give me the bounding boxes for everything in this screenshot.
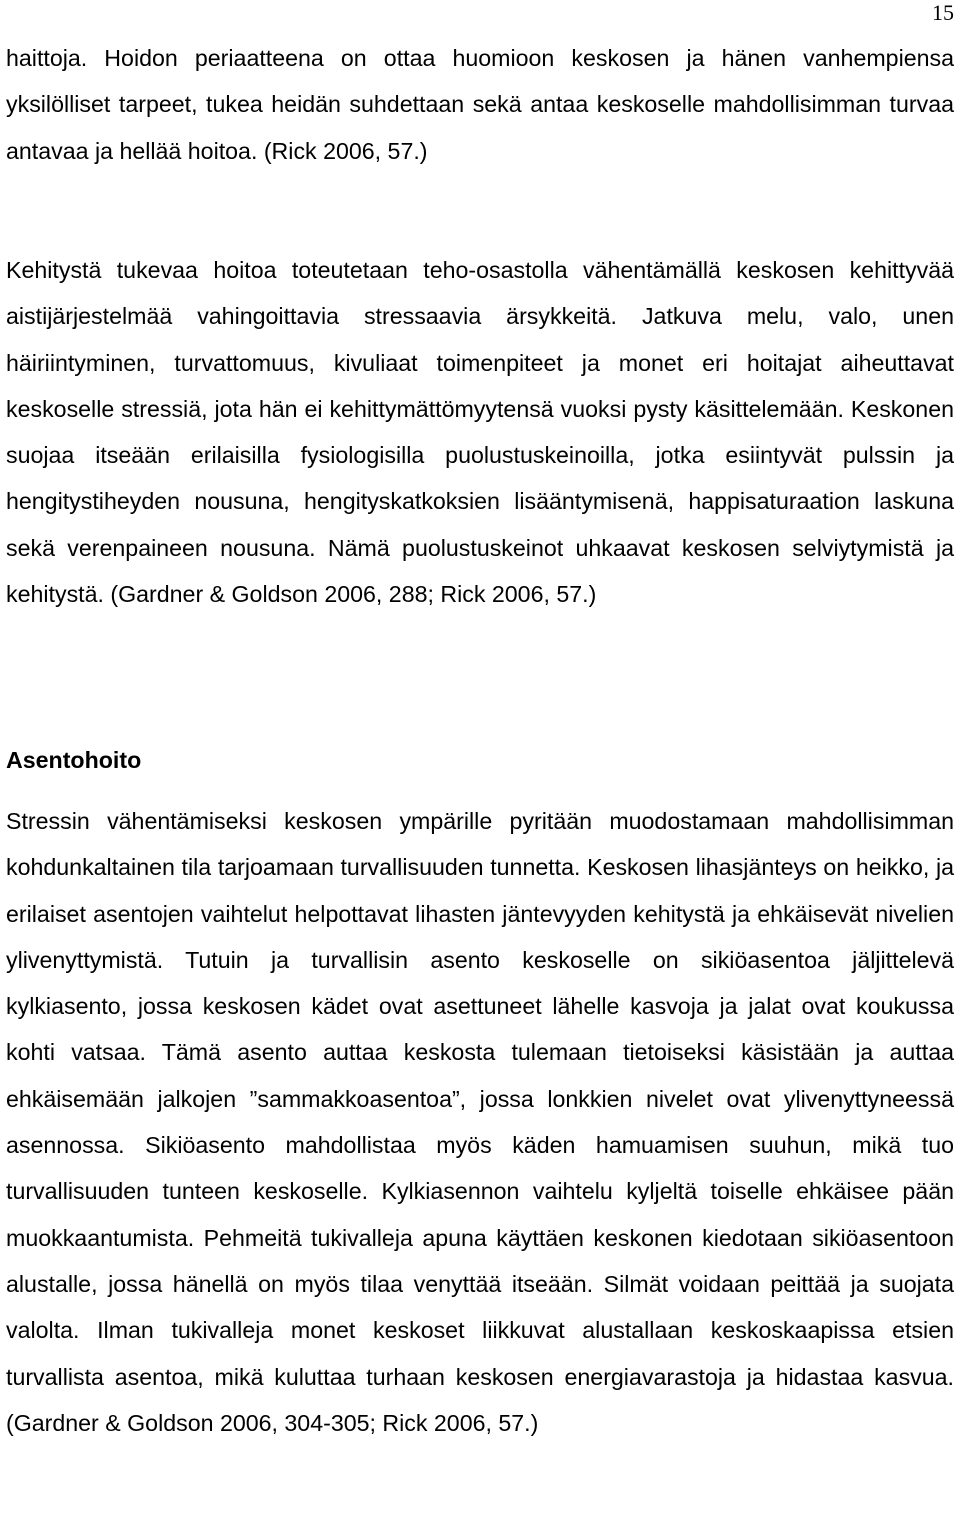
paragraph-developmental-care: Kehitystä tukevaa hoitoa toteutetaan teho-osastolla vähentämällä keskosen kehittyvää aistijärjestelmää vahingoittavia stressaavia ärsykkeitä. Jatkuva melu, valo, unen häiriintyminen, turvattomuus, kivuliaat toimenpiteet ja monet eri hoitajat aiheuttavat keskoselle stressiä, jota hän ei kehittymättömyytensä vuoksi pysty käsittelemään. Keskonen suojaa itseään erilaisilla fysiologisilla puolustuskeinoilla, jotka esiintyvät pulssin ja hengitystiheyden nousuna, hengityskatkoksien lisääntymisenä, happisaturaation laskuna sekä verenpaineen nousuna. Nämä puolustuskeinot uhkaavat keskosen selviytymistä ja kehitystä. (Gardner & Goldson 2006, 288; Rick 2006, 57.) [6,257,954,608]
page-number: 15 [932,0,954,25]
paragraph-care-principles: haittoja. Hoidon periaatteena on ottaa huomioon keskosen ja hänen vanhempiensa yksilölliset tarpeet, tukea heidän suhdettaan sekä antaa keskoselle mahdollisimman turvaa antavaa ja hellää hoitoa. (Rick 2006, 57.) [6,45,954,164]
paragraph-positioning: Stressin vähentämiseksi keskosen ympärille pyritään muodostamaan mahdollisimman kohdunkaltainen tila tarjoamaan turvallisuuden tunnetta. Keskosen lihasjänteys on heikko, ja erilaiset asentojen vaihtelut helpottavat lihasten jäntevyyden kehitystä ja ehkäisevät nivelien ylivenyttymistä. Tutuin ja turvallisin asento keskoselle on sikiöasentoa jäljittelevä kylkiasento, jossa keskosen kädet ovat asettuneet lähelle kasvoja ja jalat ovat koukussa kohti vatsaa. Tämä asento auttaa keskosta tulemaan tietoiseksi käsistään ja auttaa ehkäisemään jalkojen ”sammakkoasentoa”, jossa lonkkien nivelet ovat ylivenyttyneessä asennossa. Sikiöasento mahdollistaa myös käden hamuamisen suuhun, mikä tuo turvallisuuden tunteen keskoselle. Kylkiasennon vaihtelu kyljeltä toiselle ehkäisee pään muokkaantumista. Pehmeitä tukivalleja apuna käyttäen keskonen kiedotaan sikiöasentoon alustalle, jossa hänellä on myös tilaa venyttää itseään. Silmät voidaan peittää ja suojata valolta. Ilman tukivalleja monet keskoset liikkuvat alustallaan keskoskaapissa etsien turvallista asentoa, mikä kuluttaa turhaan keskosen energiavarastoja ja hidastaa kasvua. (Gardner & Goldson 2006, 304-305; Rick 2006, 57.) [6,808,954,1436]
section-heading: Asentohoito [6,747,142,773]
